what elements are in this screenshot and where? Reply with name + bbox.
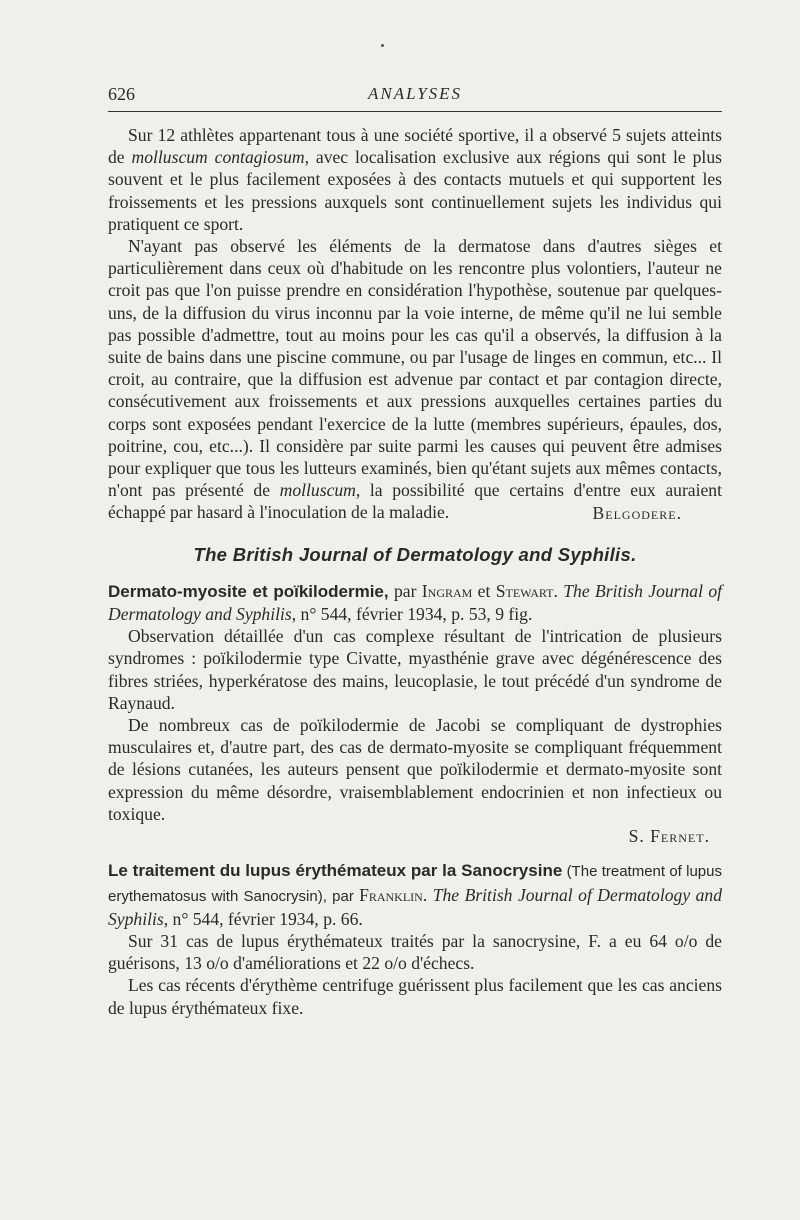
text-run: et xyxy=(472,580,496,601)
text-run: Sur 12 athlètes appartenant tous à une société sportive, il a observé 5 sujets atteints de xyxy=(108,125,722,168)
article3-reference: Le traitement du lupus érythémateux par la Sanocrysine (The treatment of lupus erythematosus with Sanocrysin), par Franklin. The British Journal of Dermatology and Syphilis, n° 544, février 1934, p. 66. xyxy=(108,861,723,929)
italic-term: molluscum contagiosum xyxy=(131,147,305,168)
article2-signature: S. Fernet. xyxy=(628,826,710,847)
article2-paragraph-1: Observation détaillée d'un cas complexe résultant de l'intrication de plusieurs syndromes : poïkilodermie type Civatte, myasthénie grave avec dégénérescence des fibres striées, hyperkératose des mains, leucoplasie, le tout précédé d'un syndrome de Raynaud. xyxy=(108,626,722,713)
reference-details: , n° 544, février 1934, p. 53, 9 fig. xyxy=(291,604,533,625)
running-title: ANALYSES xyxy=(367,84,463,103)
page-header xyxy=(108,84,722,106)
author-name: Ingram xyxy=(421,580,473,601)
article2-reference: Dermato-myosite et poïkilodermie, par Ingram et Stewart. The British Journal of Dermatology and Syphilis, n° 544, février 1934, p. 53, 9 fig. xyxy=(108,580,723,625)
journal-heading: The British Journal of Dermatology and Syphilis. xyxy=(193,543,637,565)
text-run: N'ayant pas observé les éléments de la dermatose dans d'autres sièges et particulièrement dans ceux où d'habitude on les rencontre plus volontiers, l'auteur ne croit pas que l'on puisse prendre en considération l'hypothèse, soutenue par quelques-uns, de la diffusion du virus inconnu par la voie interne, de même qu'il ne lui semble pas possible d'admettre, tout au moins pour les cas qu'il a observés, la diffusion à la suite de bains dans une piscine commune, ou par l'usage de linges en commun, etc... Il croit, au contraire, que la diffusion est advenue par contact et par contagion directe, consécutivement aux froissements et aux pressions auxquelles certaines parties du corps sont exposées pendant l'exercice de la lutte (membres supérieurs, épaules, dos, poitrine, cou, etc...). Il considère par suite parmi les causes qui peuvent être admises pour expliquer que tous les lutteurs examinés, bien qu'étant sujets aux mêmes contacts, n'ont pas présenté de xyxy=(108,236,722,501)
text-run: , avec localisation exclusive aux régions qui sont le plus souvent et le plus facilement exposées à des contacts mutuels et qui supportent les froissements et les pressions auxquels sont continuellement sujets les individus qui pratiquent ce sport. xyxy=(108,147,722,234)
main-text xyxy=(108,124,722,1019)
article1-paragraph-1 xyxy=(108,124,722,235)
article3-subtitle: (The treatment of lupus erythematosus with Sanocrysin), par xyxy=(108,863,722,905)
article3-title: Le traitement du lupus érythémateux par la Sanocrysine xyxy=(108,861,563,881)
page-number: 626 xyxy=(108,84,135,104)
article3-paragraph-2: Les cas récents d'érythème centrifuge guérissent plus facilement que les cas anciens de lupus érythémateux fixe. xyxy=(108,975,722,1018)
article2-paragraph-2: De nombreux cas de poïkilodermie de Jacobi se compliquant de dystrophies musculaires et, d'autre part, des cas de dermato-myosite se compliquant fréquemment de lésions cutanées, les auteurs pensent que poïkilodermie et dermato-myosite sont expression du même désordre, vraisemblablement endocrinien et non infectieux ou toxique. xyxy=(108,715,722,824)
italic-term: molluscum, xyxy=(279,480,361,501)
article1-paragraph-2 xyxy=(108,235,722,524)
article2-title: Dermato-myosite et poïkilodermie, xyxy=(108,581,389,601)
text-run: la possibilité que certains d'entre eux auraient échappé par hasard à l'inoculation de la maladie. xyxy=(108,480,722,523)
journal-name: The British Journal of Dermatology and Syphilis xyxy=(108,580,723,625)
journal-name: The British Journal of Dermatology and Syphilis xyxy=(108,884,723,929)
article3-paragraph-1: Sur 31 cas de lupus érythémateux traités par la sanocrysine, F. a eu 64 o/o de guérisons, 13 o/o d'améliorations et 22 o/o d'échecs. xyxy=(108,930,722,974)
reference-details: , n° 544, février 1934, p. 66. xyxy=(163,908,363,929)
author-name: Franklin xyxy=(359,884,423,905)
header-rule xyxy=(108,111,722,112)
text-run: par xyxy=(388,580,422,601)
author-name: Stewart xyxy=(495,580,554,601)
print-speck xyxy=(381,44,384,47)
article1-signature: Belgodere. xyxy=(592,502,682,523)
spacer xyxy=(108,847,722,859)
